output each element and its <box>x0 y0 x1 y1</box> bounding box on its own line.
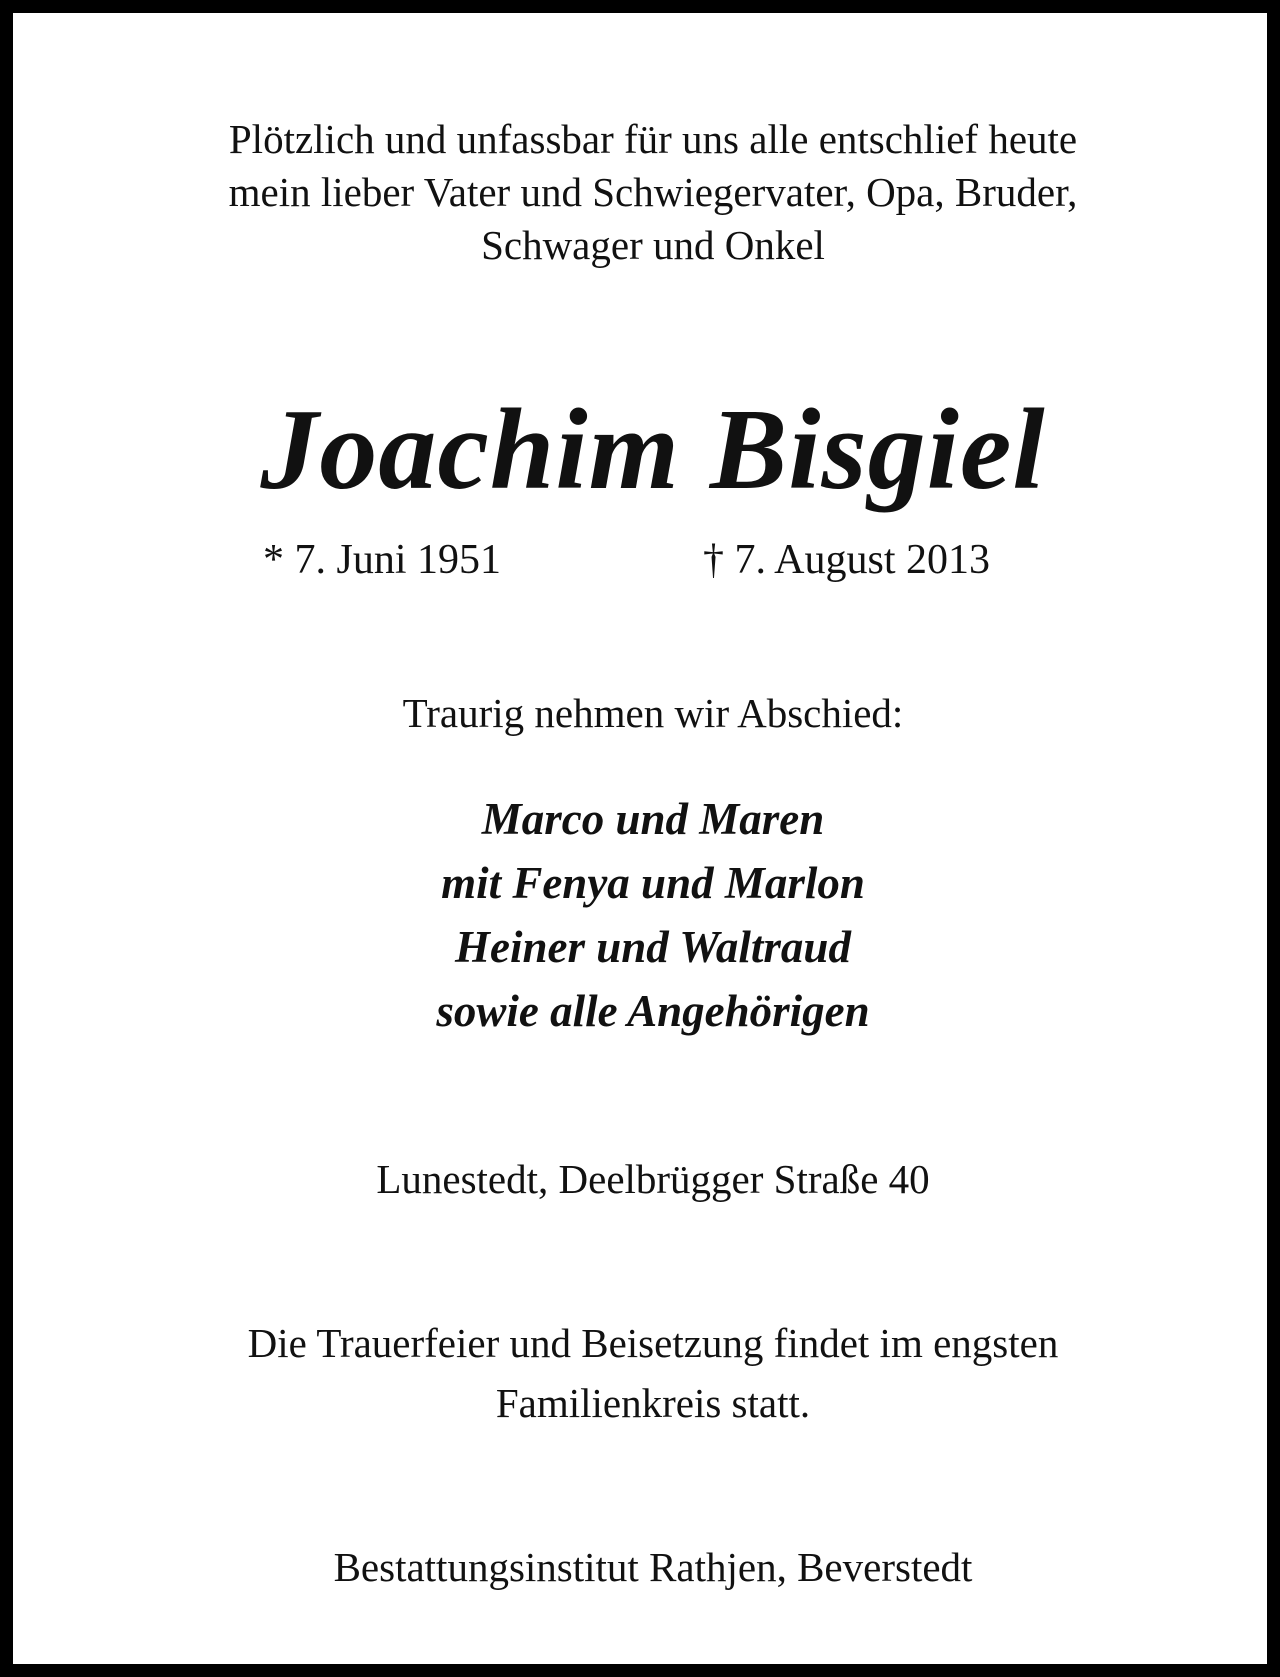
funeral-home: Bestattungsinstitut Rathjen, Beverstedt <box>333 1544 973 1590</box>
family-line-3: Heiner und Waltraud <box>455 922 851 972</box>
family-line-1: Marco und Maren <box>481 794 825 844</box>
intro-line-3: Schwager und Onkel <box>481 222 825 268</box>
family-line-4: sowie alle Angehörigen <box>436 986 870 1036</box>
birth-date: * 7. Juni 1951 <box>263 537 502 583</box>
address: Lunestedt, Deelbrügger Straße 40 <box>376 1156 930 1202</box>
mourning-heading: Traurig nehmen wir Abschied: <box>402 690 904 736</box>
deceased-name: Joachim Bisgiel <box>260 386 1046 514</box>
intro-line-1: Plötzlich und unfassbar für uns alle entschlief heute <box>228 116 1078 162</box>
death-date: † 7. August 2013 <box>703 537 991 583</box>
family-line-2: mit Fenya und Marlon <box>441 858 865 908</box>
ceremony-line-2: Familienkreis statt. <box>495 1380 811 1426</box>
ceremony-line-1: Die Trauerfeier und Beisetzung findet im engsten <box>247 1320 1059 1366</box>
intro-line-2: mein lieber Vater und Schwiegervater, Opa, Bruder, <box>228 169 1078 215</box>
